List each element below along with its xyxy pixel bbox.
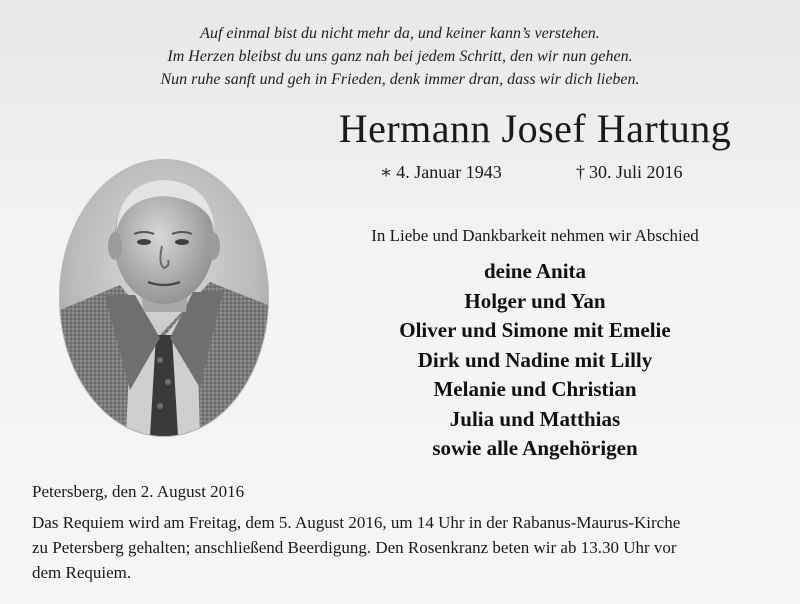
portrait-photo bbox=[60, 160, 268, 436]
requiem-line-1: Das Requiem wird am Freitag, dem 5. August 2016, um 14 Uhr in der Rabanus-Maurus-Kirche bbox=[32, 513, 681, 532]
mourner-entry: Melanie und Christian bbox=[433, 377, 637, 401]
poem-line-2: Im Herzen bleibst du uns ganz nah bei jedem Schritt, den wir nun gehen. bbox=[167, 48, 633, 65]
deceased-name: Hermann Josef Hartung bbox=[338, 106, 732, 151]
farewell-line: In Liebe und Dankbarkeit nehmen wir Abschied bbox=[371, 226, 699, 245]
mourner-entry: Julia und Matthias bbox=[449, 406, 621, 431]
birth-date: 4. Januar 1943 bbox=[396, 162, 502, 182]
requiem-line-2: zu Petersberg gehalten; anschließend Beerdigung. Den Rosenkranz beten wir ab 13.30 Uhr vor bbox=[32, 538, 677, 557]
requiem-line-3: dem Requiem. bbox=[32, 563, 132, 582]
poem-line-3: Nun ruhe sanft und geh in Frieden, denk immer dran, dass wir dich lieben. bbox=[160, 71, 640, 88]
poem-line-1: Auf einmal bist du nicht mehr da, und keiner kann’s verstehen. bbox=[200, 25, 600, 42]
death-cross-icon: † bbox=[576, 162, 585, 182]
place-and-date: Petersberg, den 2. August 2016 bbox=[32, 482, 245, 501]
mourner-entry: Dirk und Nadine mit Lilly bbox=[417, 347, 653, 372]
birth-star-icon: ∗ bbox=[380, 162, 393, 182]
mourner-entry: deine Anita bbox=[483, 259, 587, 283]
birth-date-line bbox=[380, 162, 502, 183]
mourner-entry: sowie alle Angehörigen bbox=[432, 436, 638, 460]
death-date: 30. Juli 2016 bbox=[589, 162, 683, 182]
death-date-line bbox=[576, 162, 683, 183]
mourners-list bbox=[300, 257, 770, 464]
mourner-entry: Oliver und Simone mit Emelie bbox=[399, 318, 671, 342]
mourner-entry: Holger und Yan bbox=[464, 288, 606, 313]
requiem-info bbox=[32, 510, 782, 585]
memorial-poem bbox=[0, 22, 800, 91]
